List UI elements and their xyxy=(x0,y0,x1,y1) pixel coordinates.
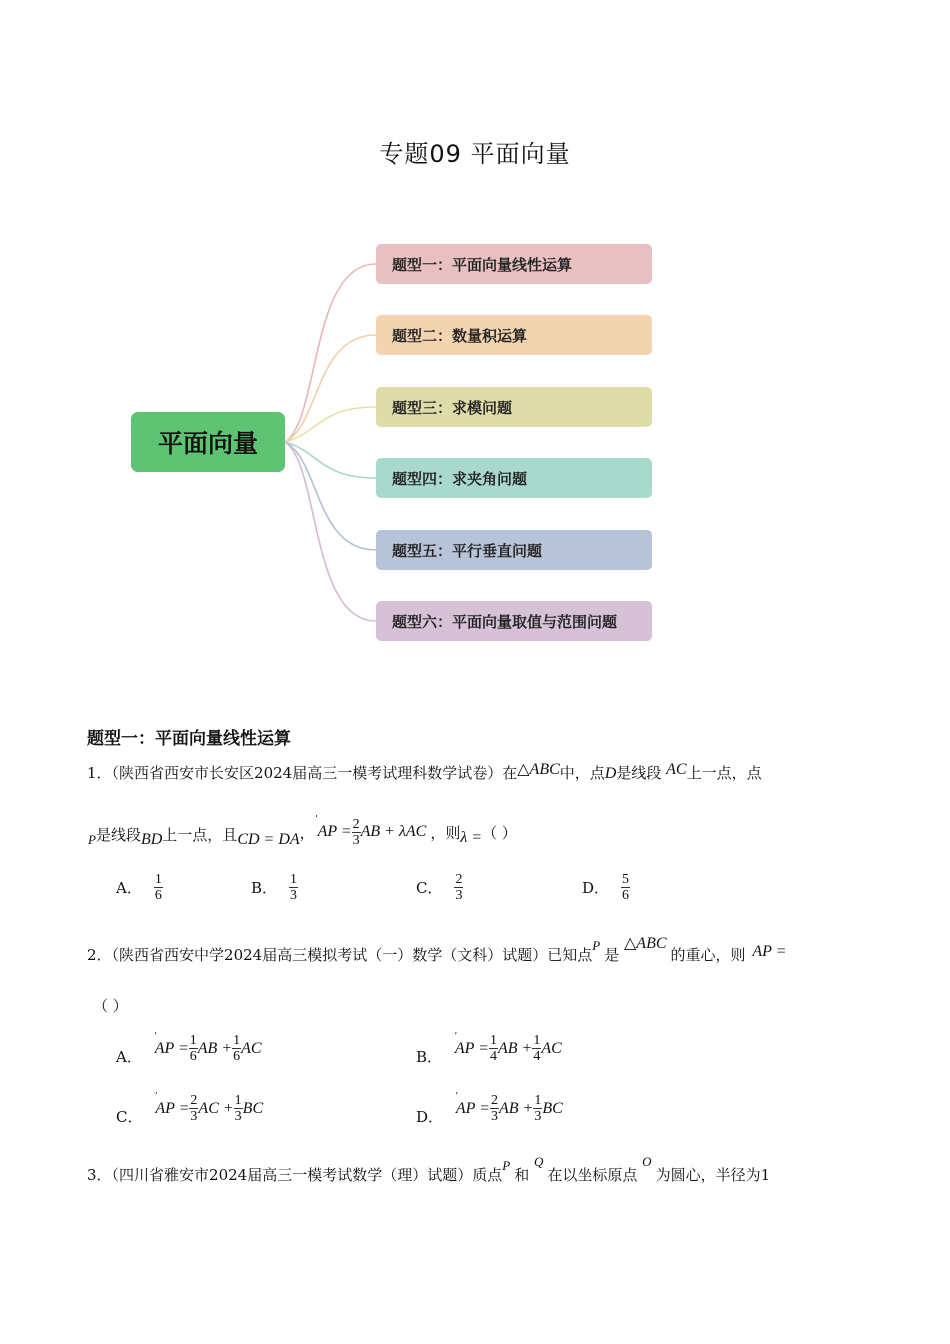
question-1-option-c[interactable]: C． $\frac{2}{3}$ xyxy=(416,872,463,903)
mindmap-root-label: 平面向量 xyxy=(157,429,258,458)
connector-2 xyxy=(285,335,376,442)
mindmap-branch-5 xyxy=(376,530,652,570)
mindmap-root xyxy=(131,412,285,472)
fraction: $\frac{2}{3}$ xyxy=(352,816,360,848)
question-1-option-b[interactable]: B． $\frac{1}{3}$ xyxy=(251,872,298,903)
question-2-option-d[interactable]: D． ʼ AP = $\frac{2}{3}$ AB + $\frac{1}{3}$ BC xyxy=(416,1091,563,1126)
branch-label: 题型五：平行垂直问题 xyxy=(392,541,543,560)
branch-label: 题型六：平面向量取值与范围问题 xyxy=(392,612,618,631)
question-2-option-b[interactable]: B． ʼ AP = $\frac{1}{4}$ AB + $\frac{1}{4}$ AC xyxy=(416,1031,562,1066)
mindmap-branch-3 xyxy=(376,387,652,427)
question-2-paren: （ ） xyxy=(93,997,128,1015)
question-2-option-a[interactable]: A． ʼ AP = $\frac{1}{6}$ AB + $\frac{1}{6}$ AC xyxy=(116,1031,262,1066)
connector-1 xyxy=(285,264,376,442)
mindmap-branch-2 xyxy=(376,315,652,355)
mindmap-branch-1 xyxy=(376,244,652,284)
question-3-line-1: 3．（四川省雅安市2024届高三一模考试数学（理）试题）质点P和 Q在以坐标原点 O为圆心，半径为1 xyxy=(87,1154,771,1184)
question-1-line-1: 1．（陕西省西安市长安区2024届高三一模考试理科数学试卷）在△ABC中，点D是线段 AC上一点，点 xyxy=(87,761,762,782)
question-1-line-2: P 是线段 BD 上一点，且 CD = DA ， ʼ AP = $\frac{2}{3}$ AB + λAC ，则 λ = （ ） xyxy=(88,815,517,848)
branch-label: 题型四：求夹角问题 xyxy=(392,469,528,488)
connector-5 xyxy=(285,442,376,550)
question-2-line-1: 2．（陕西省西安中学2024届高三模拟考试（一）数学（文科）试题）已知点P是 △ABC的重心，则 AP = xyxy=(87,935,787,964)
question-2-option-c[interactable]: C． ʼ AP = $\frac{2}{3}$ AC + $\frac{1}{3}$ BC xyxy=(116,1091,264,1126)
section-heading: 题型一：平面向量线性运算 xyxy=(87,729,291,749)
page-title: 专题09 平面向量 xyxy=(379,140,571,168)
branch-label: 题型一：平面向量线性运算 xyxy=(392,255,573,274)
mindmap-branch-4 xyxy=(376,458,652,498)
mindmap-branch-6 xyxy=(376,601,652,641)
question-1-option-d[interactable]: D． $\frac{5}{6}$ xyxy=(582,872,630,903)
branch-label: 题型二：数量积运算 xyxy=(392,326,528,345)
branch-label: 题型三：求模问题 xyxy=(392,398,513,417)
question-1-option-a[interactable]: A． $\frac{1}{6}$ xyxy=(116,872,162,903)
